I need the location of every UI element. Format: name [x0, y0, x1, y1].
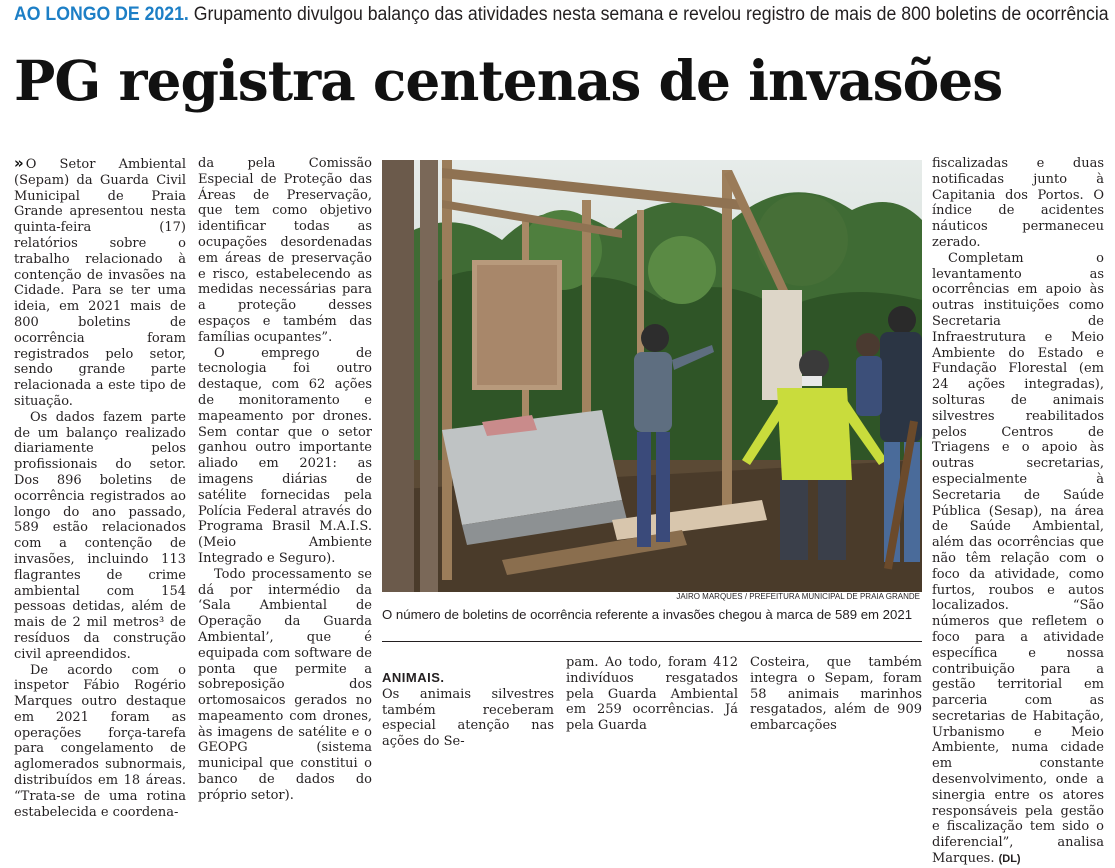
chevron-right-icon: » — [14, 154, 24, 172]
article-column-2 — [198, 156, 372, 803]
paragraph: da pela Comissão Especial de Proteção das Áreas de Preservação, que tem como objetivo identificar todas as ocupações desordenadas em áreas de preservação e risco, estabelecendo as medidas necessárias para a proteção desses espaços e também das famílias ocupantes”. — [198, 156, 372, 345]
article-column-3 — [382, 670, 554, 750]
article-column-1 — [14, 154, 186, 820]
paragraph: De acordo com o inspetor Fábio Rogério Marques outro destaque em 2021 foram as operações força-tarefa para congelamento de aglomerados subnormais, distribuídos em 18 áreas. “Trata-se de uma rotina estabelecida e coordena- — [14, 662, 186, 820]
paragraph-text: Completam o levantamento as ocorrências em apoio às outras instituições como Secretaria de Infraestrutura e Meio Ambiente do Estado e Fundação Florestal (em 24 ações integradas), solturas de animais silvestres reabilitados pelos Centros de Triagens e o apoio às outras secretarias, especialmente à Secretaria de Saúde Pública (Sesap), na área de Saúde Ambiental, além das ocorrências que não têm relação com o foco da atividade, como furtos, roubos e autos localizados. “São números que refletem o foco para a atividade específica e nossa contribuição para a gestão territorial em parceria com as secretarias de Habitação, Urbanismo e Meio Ambiente, numa cidade em constante desenvolvimento, onde a sinergia entre os atores responsáveis pela gestão e fiscalização tem sido o diferencial”, analisa Marques. — [932, 250, 1104, 867]
news-photo — [382, 160, 922, 592]
photo-caption: O número de boletins de ocorrência referente a invasões chegou à marca de 589 em 2021 — [382, 607, 913, 622]
paragraph: pam. Ao todo, foram 412 indivíduos resgatados pela Guarda Ambiental em 259 ocorrências. Já pela Guarda — [566, 655, 738, 734]
article-column-5 — [750, 655, 922, 734]
paragraph: Os animais silvestres também receberam especial atenção nas ações do Se- — [382, 686, 554, 750]
headline: PG registra centenas de invasões — [14, 48, 1003, 113]
paragraph: Todo processamento se dá por intermédio da ‘Sala Ambiental de Operação da Guarda Ambiental’, que é equipada com software de ponta que permite a sobreposição dos ortomosaicos gerados no mapeamento com drones, às imagens de satélite e o GEOPG (sistema municipal que constitui o banco de dados do próprio setor). — [198, 566, 372, 803]
author-signature: (DL) — [998, 853, 1021, 866]
photo-credit: JAIRO MARQUES / PREFEITURA MUNICIPAL DE PRAIA GRANDE — [676, 592, 920, 601]
kicker-line — [14, 4, 1109, 26]
paragraph: fiscalizadas e duas notificadas junto à Capitania dos Portos. O índice de acidentes náuticos permaneceu zerado. — [932, 156, 1104, 250]
paragraph: Costeira, que também integra o Sepam, foram 58 animais marinhos resgatados, além de 909 embarcações — [750, 655, 922, 734]
paragraph: Os dados fazem parte de um balanço realizado diariamente pelos profissionais do setor. Dos 896 boletins de ocorrência registrados ao longo do ano passado, 589 estão relacionados com a contenção de invasões, incluindo 113 flagrantes de crime ambiental com 154 pessoas detidas, além de mais de 2 mil metros³ de resíduos da construção civil apreendidos. — [14, 409, 186, 662]
kicker-tag: AO LONGO DE 2021. — [14, 4, 189, 25]
subheading: ANIMAIS. — [382, 670, 445, 685]
article-column-6 — [932, 156, 1104, 867]
photo-illustration — [382, 160, 922, 592]
section-divider — [382, 641, 922, 642]
paragraph — [932, 251, 1104, 868]
kicker-text: Grupamento divulgou balanço das atividades nesta semana e revelou registro de mais de 800 boletins de ocorrência — [193, 4, 1109, 25]
paragraph: O Setor Ambiental (Sepam) da Guarda Civil Municipal de Praia Grande apresentou nesta quinta-feira (17) relatórios sobre o trabalho relacionado à contenção de invasões na Cidade. Para se ter uma ideia, em 2021 mais de 800 boletins de ocorrência foram registrados pelo setor, sendo grande parte relacionada a este tipo de situação. — [14, 157, 186, 409]
paragraph: O emprego de tecnologia foi outro destaque, com 62 ações de monitoramento e mapeamento por drones. Sem contar que o setor ganhou outro importante aliado em 2021: as imagens diárias de satélite fornecidas pela Polícia Federal através do Programa Brasil M.A.I.S. (Meio Ambiente Integrado e Seguro). — [198, 345, 372, 566]
article-column-4 — [566, 655, 738, 734]
